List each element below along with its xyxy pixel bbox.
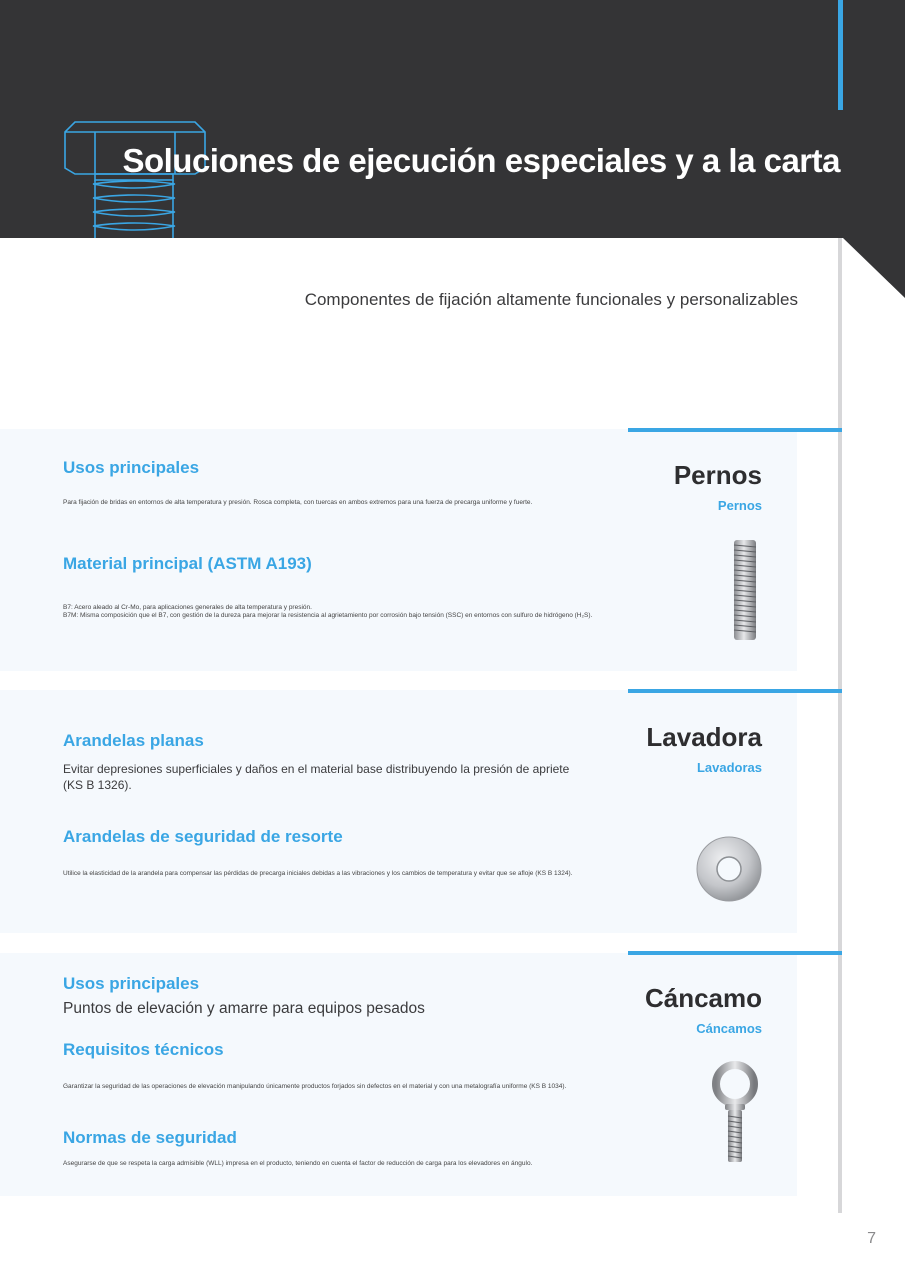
section-text: Garantizar la seguridad de las operaciones de elevación manipulando únicamente productos forjados sin defectos en el material y con una metalografía uniforme (KS B 1034). — [63, 1083, 567, 1090]
section-text: Asegurarse de que se respeta la carga admisible (WLL) impresa en el producto, teniendo en cuenta el factor de reducción de carga para los elevadores en ángulo. — [63, 1160, 533, 1167]
section-tab-bar — [628, 689, 842, 693]
header-accent-bar — [838, 0, 843, 110]
section-tab-bar — [628, 951, 842, 955]
section-text: Evitar depresiones superficiales y daños en el material base distribuyendo la presión de apriete — [63, 762, 570, 776]
right-side-rail — [838, 238, 842, 1213]
product-subtitle: Lavadoras — [696, 760, 762, 775]
product-title: Pernos — [673, 460, 762, 490]
product-title: Cáncamo — [644, 983, 762, 1013]
section-heading: Normas de seguridad — [63, 1128, 237, 1147]
product-subtitle: Pernos — [717, 498, 762, 513]
eye-bolt-image — [707, 1060, 763, 1164]
section-heading: Material principal (ASTM A193) — [63, 554, 312, 573]
stud-bolt-image — [732, 538, 758, 642]
section-text: Utilice la elasticidad de la arandela para compensar las pérdidas de precarga iniciales debidas a las vibraciones y los cambios de temperatura y evitar que se afloje (KS B 1324). — [63, 870, 573, 877]
section-heading: Usos principales — [63, 458, 200, 477]
section-text: Para fijación de bridas en entornos de alta temperatura y presión. Rosca completa, con tuercas en ambos extremos para una fuerza de precarga uniforme y fuerte. — [63, 499, 533, 506]
page-subtitle: Componentes de fijación altamente funcionales y personalizables — [304, 290, 798, 309]
page-title: Soluciones de ejecución especiales y a la carta — [122, 142, 840, 179]
section-heading: Arandelas de seguridad de resorte — [63, 827, 343, 846]
section-heading: Usos principales — [63, 974, 200, 993]
washer-image — [695, 835, 763, 903]
section-tab-bar — [628, 428, 842, 432]
section-text: Puntos de elevación y amarre para equipos pesados — [63, 1000, 425, 1017]
section-heading: Arandelas planas — [63, 731, 204, 750]
corner-fold-decoration — [843, 238, 905, 298]
section-heading: Requisitos técnicos — [63, 1040, 224, 1059]
section-text: B7: Acero aleado al Cr-Mo, para aplicaciones generales de alta temperatura y presión. — [63, 604, 312, 611]
section-text: (KS B 1326). — [63, 778, 132, 792]
section-text: B7M: Misma composición que el B7, con gestión de la dureza para mejorar la resistencia al agrietamiento por corrosión bajo tensión (SSC) en entornos con sulfuro de hidrógeno (H₂S). — [63, 612, 593, 619]
page-number: 7 — [867, 1230, 876, 1247]
product-subtitle: Cáncamos — [696, 1021, 762, 1036]
product-title: Lavadora — [646, 722, 762, 752]
